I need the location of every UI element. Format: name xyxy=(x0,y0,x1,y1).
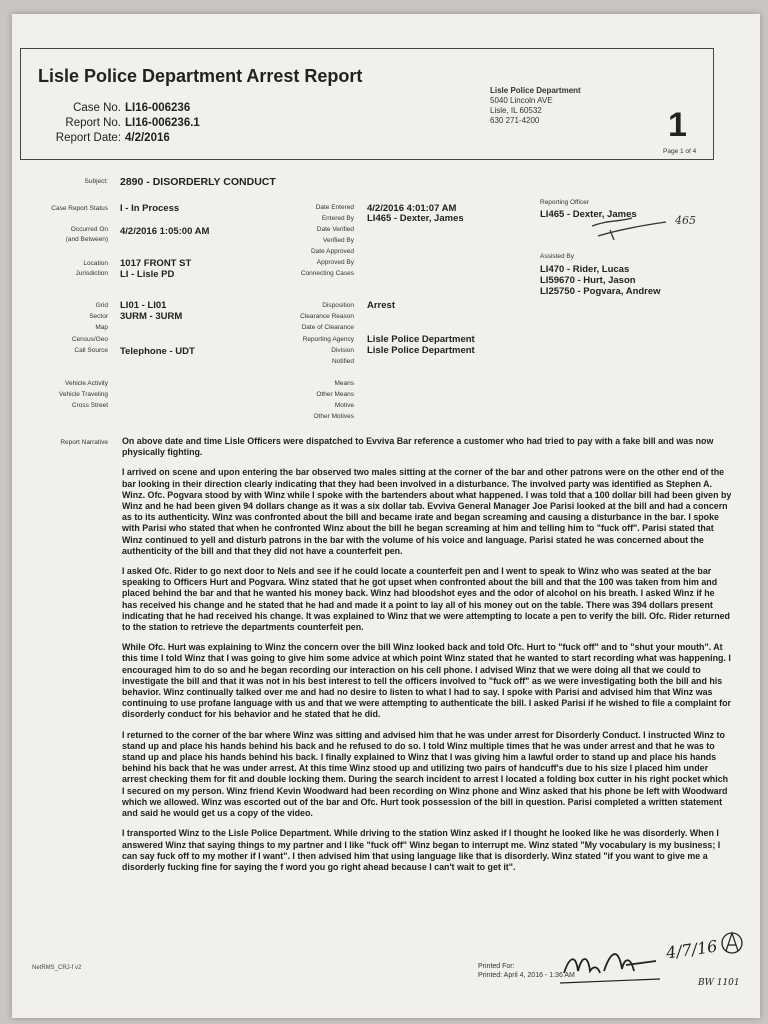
assisted-officer-2: LI59670 - Hurt, Jason xyxy=(540,275,636,286)
signature-note: BW 1101 xyxy=(698,978,740,988)
other-motives-label: Other Motives xyxy=(313,413,354,420)
status-value: I - In Process xyxy=(120,203,180,214)
approved-by-label: Approved By xyxy=(316,259,354,266)
officer-initials-scribble xyxy=(588,212,678,242)
page-number: 1 xyxy=(668,106,687,144)
printed-line: Printed: April 4, 2016 - 1:36 AM xyxy=(478,972,575,979)
narrative-paragraph: While Ofc. Hurt was explaining to Winz the concern over the bill Winz looked back and told Ofc. Hurt to "fuck off" and to "shut your mouth". At this time I told Winz that I was going to give him some advice at which point Winz stated that he wanted to start recording what was happening. I encouraged him to do so and he began recording our interaction on his cell phone. I advised Winz that we were doing all that we could to investigate the bill and that it was not in his best interest to tell the officers involved to "fuck off" as we were investigating both the bill and his behavior. Winz continually talked over me and had no desire to listen to what I had to say. I spoke with Parisi and advised him that Winz was continuing to use profane language with us and that we were attempting to authenticate the bill. I asked Parisi if he wished to file a complaint for disorderly conduct for his behavior and he stated that he did. xyxy=(122,642,732,720)
narrative-label: Report Narrative xyxy=(60,439,108,446)
dept-phone: 630 271-4200 xyxy=(490,116,540,125)
report-no: LI16-006236.1 xyxy=(125,117,200,129)
report-title: Lisle Police Department Arrest Report xyxy=(38,66,363,86)
subject-value: 2890 - DISORDERLY CONDUCT xyxy=(120,176,276,188)
handwritten-signature xyxy=(560,925,750,1010)
dept-address2: Lisle, IL 60532 xyxy=(490,106,542,115)
date-entered-value: 4/2/2016 4:01:07 AM xyxy=(367,203,457,214)
subject-label: Subject: xyxy=(84,178,108,185)
occurred-value: 4/2/2016 1:05:00 AM xyxy=(120,226,210,237)
department-address xyxy=(490,86,581,126)
entered-by-label: Entered By xyxy=(321,215,354,222)
reporting-officer-label: Reporting Officer xyxy=(540,199,590,206)
vehicle-activity-label: Vehicle Activity xyxy=(65,380,108,387)
officer-handwritten-number: 465 xyxy=(675,214,696,227)
occurred-label: Occurred On xyxy=(70,226,108,233)
call-source-label: Call Source xyxy=(74,347,108,354)
jurisdiction-value: LI - Lisle PD xyxy=(120,269,175,280)
disposition-label: Disposition xyxy=(322,302,354,309)
dept-name: Lisle Police Department xyxy=(490,86,581,95)
report-date: 4/2/2016 xyxy=(125,132,170,144)
status-label: Case Report Status xyxy=(51,205,108,212)
motive-label: Motive xyxy=(334,402,354,409)
occurred-between-label: (and Between) xyxy=(65,236,108,243)
clearance-reason-label: Clearance Reason xyxy=(300,313,354,320)
report-narrative xyxy=(122,436,732,882)
grid-label: Grid xyxy=(95,302,108,309)
reporting-officer-value: LI465 - Dexter, James xyxy=(540,209,637,220)
dept-address1: 5040 Lincoln AVE xyxy=(490,96,553,105)
narrative-paragraph: I arrived on scene and upon entering the bar observed two males sitting at the corner of the bar and other patrons were on the other end of the bar looking in their direction clearly indicating that they had been involved in a disturbance. The involved party was identified as Stephen A. Winz. Ofc. Pogvara stood by with Winz while I spoke with the bartenders about what happened. I was told that a 100 dollar bill had been given by Winz and he had been given 94 dollars change as it was a six dollar tab. Evviva General Manager Joe Parisi looked at the bill and had a concern as to its authenticity. Winz was confronted about the bill and became irate and began screaming and causing a disturbance in the bar. I spoke with Parisi who stated that when he confronted Winz about the bill he began screaming at him and telling him to "fuck off". Parisi stated that Winz continued to yell and disturb patrons in the bar with the volume of his voice and language. Parisi stated he was concerned about the authenticity of the bill and that they did not have a counterfeit pen. xyxy=(122,467,732,556)
case-info xyxy=(45,101,200,146)
case-no-label: Case No. xyxy=(73,102,121,114)
narrative-paragraph: I asked Ofc. Rider to go next door to Nels and see if he could locate a counterfeit pen and I went to speak to Winz who was seated at the bar speaking to Officers Hurt and Pogvara. Winz stated that he got upset when confronted about the bill and that the 100 was taken from him and placed behind the bar and that he wanted his money back. Winz had bloodshot eyes and the odor of alcohol on his breath. I asked Winz if he has received his change and he stated that he had and made it a point to lay all of his money out on the table. There was 394 dollars present indicating that he had received his change. It was explained to Winz that we were attempting to locate a pen to verify the bill. Ofc. Rider returned to the station to retrieve the departments counterfeit pen. xyxy=(122,566,730,633)
notified-label: Notified xyxy=(331,358,354,365)
page-of: Page 1 of 4 xyxy=(663,148,697,155)
verified-by-label: Verified By xyxy=(322,237,354,244)
printed-for-label: Printed For: xyxy=(478,963,515,970)
form-id: NetRMS_CRJ-f v2 xyxy=(32,965,82,971)
reporting-agency-label: Reporting Agency xyxy=(302,336,354,343)
date-entered-label: Date Entered xyxy=(315,204,354,211)
narrative-paragraph: I returned to the corner of the bar where Winz was sitting and advised him that he was under arrest for Disorderly Conduct. I instructed Winz to stand up and place his hands behind his back and he refused to do so. I told Winz multiple times that he was under arrest and that he was to stand up and place his hands behind his back. I finally explained to Winz that I was giving him a lawful order to stand up and place his hands behind his back that he was under arrest. At this time Winz stood up and utilizing two pairs of handcuff's due to his size I placed him under arrest checking them for fit and double locking them. During the search incident to arrest I located a folding box cutter in his right pocket which I secured on my person. Winz friend Kevin Woodward had been recording on Winz phone and Winz asked that his phone be left with Woodward which we allowed. Winz was escorted out of the bar and Ofc. Hurt took possession of the bill in question. Parisi completed a written statement and said he would get us a copy of the video. xyxy=(122,729,729,819)
division-label: Division xyxy=(331,347,354,354)
sector-label: Sector xyxy=(89,313,108,320)
assisted-by-label: Assisted By xyxy=(540,253,574,260)
sector-value: 3URM - 3URM xyxy=(120,311,183,322)
vehicle-traveling-label: Vehicle Traveling xyxy=(58,391,108,398)
date-approved-label: Date Approved xyxy=(310,248,354,255)
census-label: Census/Geo xyxy=(71,336,108,343)
location-value: 1017 FRONT ST xyxy=(120,258,192,269)
map-label: Map xyxy=(95,324,108,331)
cross-street-label: Cross Street xyxy=(71,402,108,409)
date-verified-label: Date Verified xyxy=(316,226,354,233)
report-no-label: Report No. xyxy=(65,117,121,129)
location-label: Location xyxy=(83,260,108,267)
case-no: LI16-006236 xyxy=(125,102,191,114)
assisted-officer-1: LI470 - Rider, Lucas xyxy=(540,264,630,275)
grid-value: LI01 - LI01 xyxy=(120,300,167,311)
narrative-paragraph: I transported Winz to the Lisle Police Department. While driving to the station Winz asked if I thought he looked like he was disorderly. When I answered Winz that saying things to my partner and I like "fuck off" Winz began to interrupt me. Winz stated "My vocabulary is my business; I can say fuck off to my mother if I want". I then advised him that using language like that is disorderly. Winz stated "if you want to give me a disorderly fucking fine for saying the f word you go right ahead because I can't wait to get it". xyxy=(122,828,721,872)
signature-date: 4/7/16 xyxy=(664,936,719,963)
jurisdiction-label: Jurisdiction xyxy=(75,270,108,277)
connecting-cases-label: Connecting Cases xyxy=(300,270,354,277)
disposition-value: Arrest xyxy=(367,300,395,311)
narrative-paragraph: On above date and time Lisle Officers were dispatched to Evviva Bar reference a customer who had tried to pay with a fake bill and was now physically fighting. xyxy=(122,436,714,458)
other-means-label: Other Means xyxy=(316,391,354,398)
reporting-agency-value: Lisle Police Department xyxy=(367,334,475,345)
assisted-officer-3: LI25750 - Pogvara, Andrew xyxy=(540,286,661,297)
division-value: Lisle Police Department xyxy=(367,345,475,356)
call-source-value: Telephone - UDT xyxy=(120,346,195,357)
means-label: Means xyxy=(334,380,354,387)
report-date-label: Report Date: xyxy=(55,132,121,144)
entered-by-value: LI465 - Dexter, James xyxy=(367,213,464,224)
date-clearance-label: Date of Clearance xyxy=(301,324,354,331)
